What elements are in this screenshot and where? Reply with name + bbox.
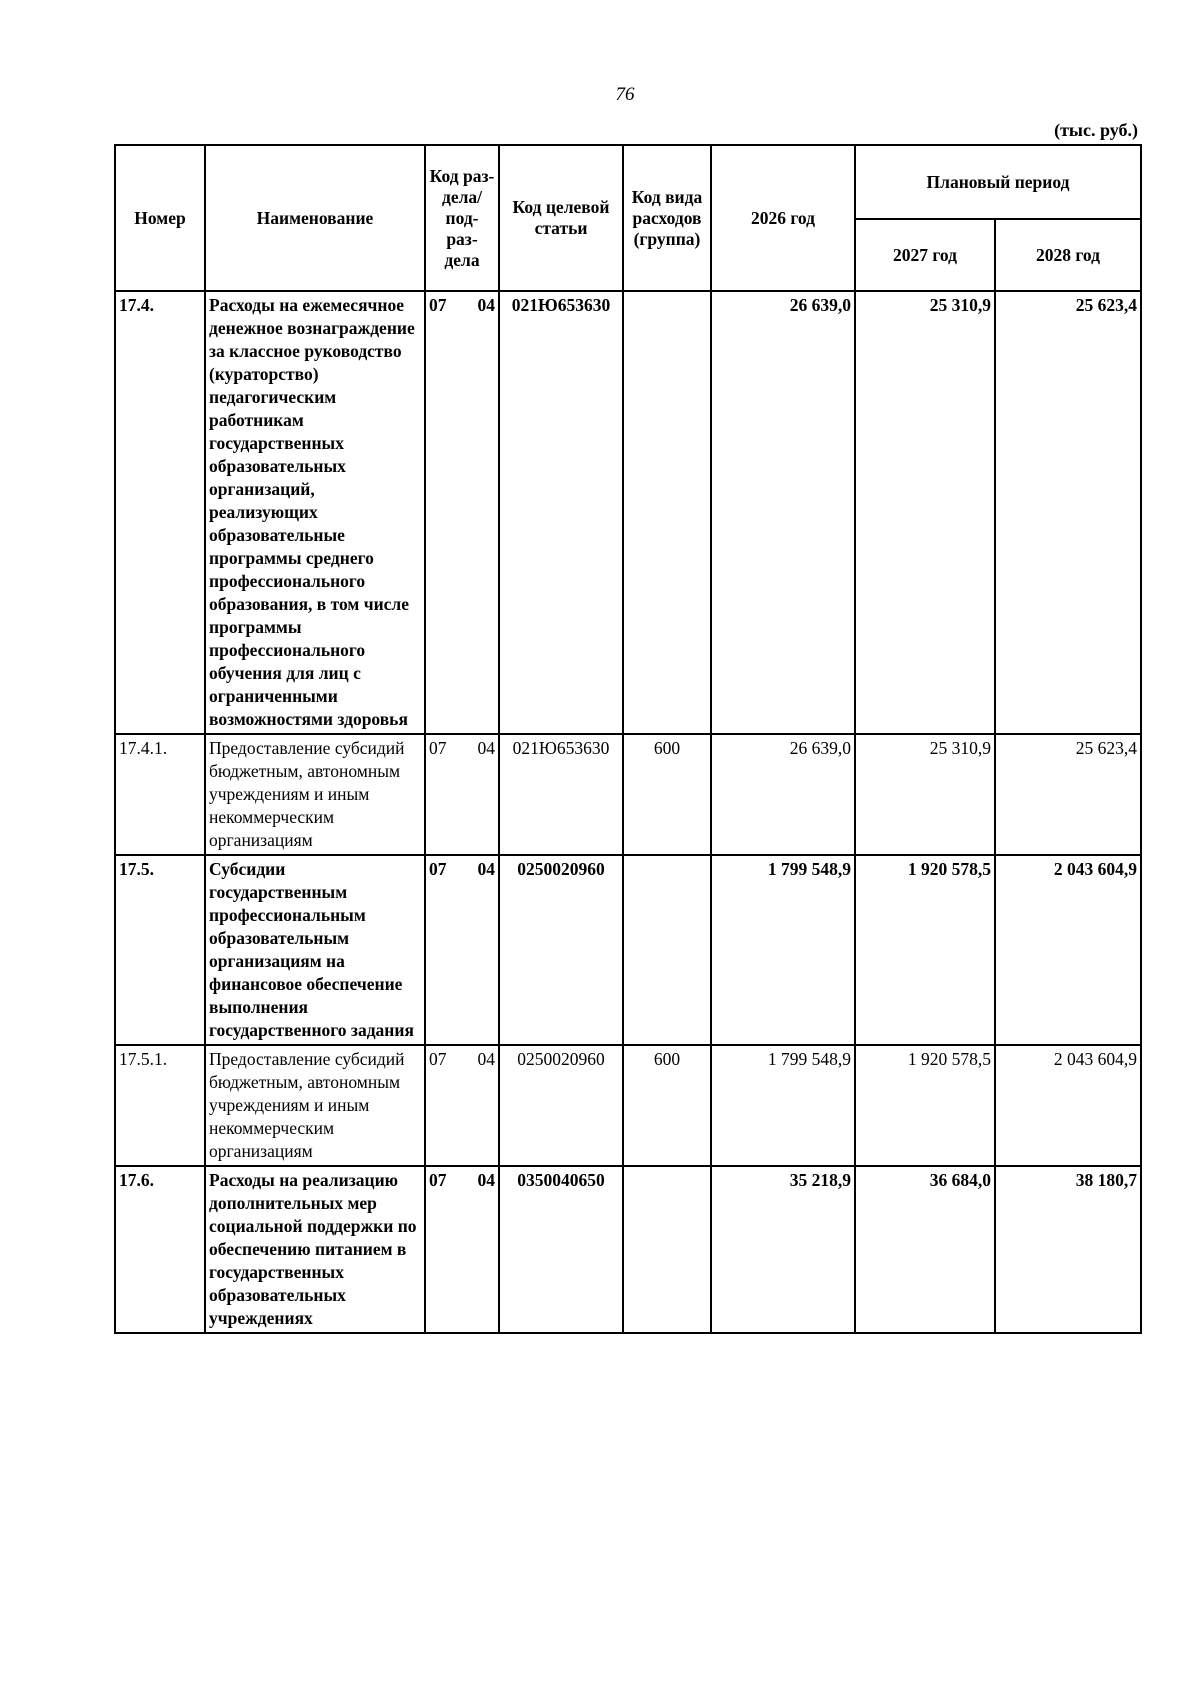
row-name: Субсидии государственным профессиональным образовательным организациям на финансовое обеспечение выполнения государственного задания	[205, 855, 425, 1045]
header-expense-type: Код вида расходов (группа)	[623, 145, 711, 291]
row-number: 17.5.1.	[115, 1045, 205, 1166]
row-amount-2026: 35 218,9	[711, 1166, 855, 1333]
row-subsection: 04	[477, 1049, 495, 1069]
row-expense-type: 600	[623, 1045, 711, 1166]
row-amount-2026: 26 639,0	[711, 734, 855, 855]
row-number: 17.4.1.	[115, 734, 205, 855]
row-target-code: 0350040650	[499, 1166, 623, 1333]
row-name: Предоставление субсидий бюджетным, автономным учреждениям и иным некоммерческим организациям	[205, 1045, 425, 1166]
row-expense-type: 600	[623, 734, 711, 855]
table-row	[115, 1045, 1141, 1166]
row-section: 07	[429, 859, 447, 879]
row-target-code: 0250020960	[499, 1045, 623, 1166]
row-amount-2028: 25 623,4	[995, 734, 1141, 855]
table-header	[115, 145, 1141, 291]
row-number: 17.5.	[115, 855, 205, 1045]
row-section-code	[425, 1045, 499, 1166]
row-amount-2026: 1 799 548,9	[711, 1045, 855, 1166]
row-number: 17.4.	[115, 291, 205, 734]
row-name: Расходы на реализацию дополнительных мер социальной поддержки по обеспечению питанием в государственных образовательных учреждениях	[205, 1166, 425, 1333]
row-expense-type	[623, 1166, 711, 1333]
header-target-code: Код целевой статьи	[499, 145, 623, 291]
row-subsection: 04	[477, 295, 495, 315]
row-section: 07	[429, 738, 447, 758]
table-body	[115, 291, 1141, 1333]
row-amount-2028: 2 043 604,9	[995, 855, 1141, 1045]
units-label: (тыс. руб.)	[1054, 120, 1138, 140]
header-year-2026: 2026 год	[711, 145, 855, 291]
row-amount-2027: 1 920 578,5	[855, 855, 995, 1045]
row-subsection: 04	[477, 859, 495, 879]
header-number: Номер	[115, 145, 205, 291]
row-target-code: 021Ю653630	[499, 291, 623, 734]
row-amount-2027: 25 310,9	[855, 734, 995, 855]
row-amount-2027: 25 310,9	[855, 291, 995, 734]
row-amount-2028: 2 043 604,9	[995, 1045, 1141, 1166]
budget-table	[114, 144, 1142, 1334]
page-number: 76	[615, 84, 635, 105]
row-amount-2027: 36 684,0	[855, 1166, 995, 1333]
row-name: Расходы на ежемесячное денежное вознаграждение за классное руководство (кураторство) педагогическим работникам государственных образовательных организаций, реализующих образовательные программы среднего профессионального образования, в том числе программы профессионального обучения для лиц с ограниченными возможностями здоровья	[205, 291, 425, 734]
table-row	[115, 1166, 1141, 1333]
row-section: 07	[429, 1049, 447, 1069]
header-year-2028: 2028 год	[995, 219, 1141, 291]
table-row	[115, 734, 1141, 855]
row-amount-2026: 26 639,0	[711, 291, 855, 734]
row-section: 07	[429, 295, 447, 315]
row-section-code	[425, 291, 499, 734]
row-expense-type	[623, 855, 711, 1045]
row-subsection: 04	[477, 1170, 495, 1190]
row-section-code	[425, 1166, 499, 1333]
row-section-code	[425, 855, 499, 1045]
table-row	[115, 855, 1141, 1045]
row-amount-2027: 1 920 578,5	[855, 1045, 995, 1166]
row-subsection: 04	[477, 738, 495, 758]
row-target-code: 021Ю653630	[499, 734, 623, 855]
row-number: 17.6.	[115, 1166, 205, 1333]
table-row	[115, 291, 1141, 734]
row-target-code: 0250020960	[499, 855, 623, 1045]
row-name: Предоставление субсидий бюджетным, автономным учреждениям и иным некоммерческим организациям	[205, 734, 425, 855]
row-amount-2028: 25 623,4	[995, 291, 1141, 734]
row-amount-2028: 38 180,7	[995, 1166, 1141, 1333]
row-amount-2026: 1 799 548,9	[711, 855, 855, 1045]
row-expense-type	[623, 291, 711, 734]
header-year-2027: 2027 год	[855, 219, 995, 291]
row-section: 07	[429, 1170, 447, 1190]
header-section-code: Код раз- дела/ под- раз- дела	[425, 145, 499, 291]
header-name: Наименование	[205, 145, 425, 291]
header-planning-period: Плановый период	[855, 145, 1141, 219]
row-section-code	[425, 734, 499, 855]
